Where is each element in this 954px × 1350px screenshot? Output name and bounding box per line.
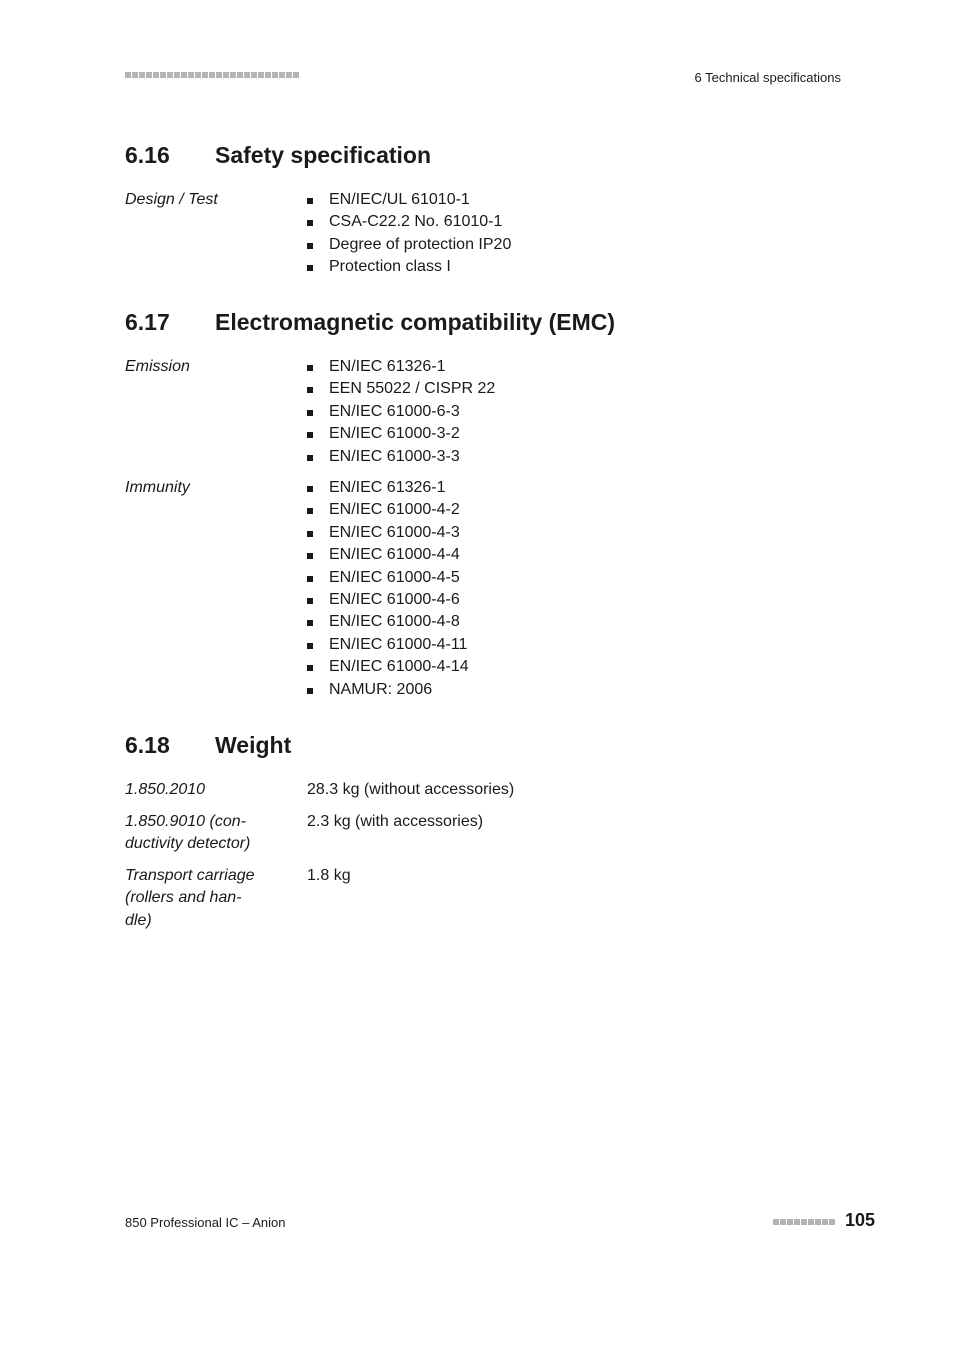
spec-label: Emission <box>125 358 190 375</box>
section-number: 6.16 <box>125 142 170 168</box>
weight-value: 1.8 kg <box>307 867 351 884</box>
section-title-safety <box>125 141 431 169</box>
section-title-emc <box>125 308 615 336</box>
section-heading: Electromagnetic compatibility (EMC) <box>215 309 616 335</box>
spec-label: Design / Test <box>125 191 218 208</box>
weight-value: 28.3 kg (without accessories) <box>307 781 515 798</box>
spec-list <box>307 356 495 468</box>
list-item: EN/IEC 61000-4-4 <box>307 544 469 566</box>
running-head: 6 Technical specifications <box>694 70 841 85</box>
list-item: EN/IEC/UL 61010-1 <box>307 189 511 211</box>
section-number: 6.18 <box>125 732 170 758</box>
weight-label: 1.850.2010 <box>125 781 206 798</box>
list-item: EN/IEC 61000-4-2 <box>307 499 469 521</box>
list-item: EN/IEC 61000-4-3 <box>307 522 469 544</box>
spec-list <box>307 477 469 701</box>
list-item: EN/IEC 61326-1 <box>307 477 469 499</box>
list-item: EN/IEC 61000-4-5 <box>307 567 469 589</box>
weight-label: 1.850.9010 (con- ductivity detector) <box>125 813 251 853</box>
list-item: EN/IEC 61000-4-14 <box>307 656 469 678</box>
list-item: Degree of protection IP20 <box>307 234 511 256</box>
list-item: EN/IEC 61000-4-6 <box>307 589 469 611</box>
section-number: 6.17 <box>125 309 170 335</box>
list-item: EN/IEC 61000-4-8 <box>307 611 469 633</box>
list-item: EN/IEC 61326-1 <box>307 356 495 378</box>
list-item: EN/IEC 61000-3-2 <box>307 423 495 445</box>
footer-decoration <box>773 1219 835 1225</box>
section-heading: Safety specification <box>215 142 432 168</box>
weight-label: Transport carriage (rollers and han- dle) <box>125 867 255 929</box>
section-heading: Weight <box>215 732 292 758</box>
header-decoration <box>125 72 299 78</box>
list-item: CSA-C22.2 No. 61010-1 <box>307 211 511 233</box>
list-item: EEN 55022 / CISPR 22 <box>307 378 495 400</box>
footer-document-title: 850 Professional IC – Anion <box>125 1215 286 1230</box>
list-item: EN/IEC 61000-3-3 <box>307 446 495 468</box>
list-item: Protection class I <box>307 256 511 278</box>
list-item: EN/IEC 61000-4-11 <box>307 634 469 656</box>
page-number: 105 <box>845 1210 876 1230</box>
weight-value: 2.3 kg (with accessories) <box>307 813 484 830</box>
list-item: EN/IEC 61000-6-3 <box>307 401 495 423</box>
spec-list <box>307 189 511 279</box>
spec-label: Immunity <box>125 479 190 496</box>
section-title-weight <box>125 731 291 759</box>
list-item: NAMUR: 2006 <box>307 679 469 701</box>
